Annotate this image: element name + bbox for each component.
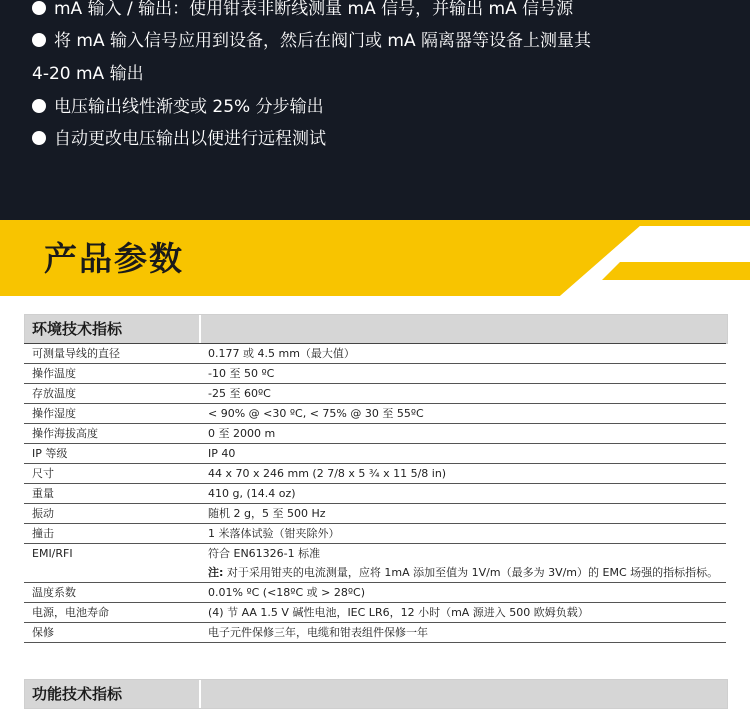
spec-key: 可测量导线的直径 (32, 347, 120, 360)
func-section-title: 功能技术指标 (32, 685, 123, 703)
spec-key: 操作海拔高度 (32, 427, 98, 440)
env-spec-table (24, 343, 726, 643)
env-section-header (24, 314, 728, 344)
spec-key: 操作温度 (32, 367, 76, 380)
spec-value: -10 至 50 ºC (208, 367, 275, 380)
table-row (24, 603, 726, 623)
bullet-icon (32, 33, 46, 47)
env-section-title: 环境技术指标 (32, 320, 123, 338)
spec-value: 随机 2 g，5 至 500 Hz (208, 507, 326, 520)
spec-key: EMI/RFI (32, 547, 73, 560)
spec-value: 符合 EN61326-1 标准 (208, 547, 321, 560)
spec-key: 振动 (32, 507, 54, 520)
feature-item: 电压输出线性渐变或 25% 分步输出 (32, 95, 324, 119)
header-divider (199, 680, 201, 708)
spec-key: 撞击 (32, 527, 54, 540)
spec-value: (4) 节 AA 1.5 V 碱性电池，IEC LR6，12 小时（mA 源进入 500 欧姆负载） (208, 606, 589, 619)
note-label: 注: (208, 566, 224, 579)
table-row (24, 364, 726, 384)
spec-value: IP 40 (208, 447, 236, 460)
spec-value: 1 米落体试验（钳夹除外） (208, 527, 340, 540)
feature-item: 自动更改电压输出以便进行远程测试 (32, 127, 326, 151)
bullet-icon (32, 1, 46, 15)
bullet-icon (32, 131, 46, 145)
table-row (24, 544, 726, 583)
table-row (24, 484, 726, 504)
spec-value: 0.01% ºC (<18ºC 或 > 28ºC) (208, 586, 366, 599)
feature-item-continued: 4-20 mA 输出 (32, 64, 144, 84)
spec-note (208, 563, 718, 582)
table-row (24, 424, 726, 444)
spec-key: IP 等级 (32, 447, 68, 460)
spec-key: 重量 (32, 487, 54, 500)
table-row (24, 524, 726, 544)
spec-key: 操作湿度 (32, 407, 76, 420)
feature-item: mA 输入 / 输出：使用钳表非断线测量 mA 信号，并输出 mA 信号源 (32, 0, 573, 21)
table-row (24, 344, 726, 364)
spec-value: 44 x 70 x 246 mm (2 7/8 x 5 ¾ x 11 5/8 in) (208, 467, 447, 480)
table-row (24, 583, 726, 603)
spec-value: 410 g, (14.4 oz) (208, 487, 296, 500)
table-row (24, 623, 726, 643)
spec-value: -25 至 60ºC (208, 387, 271, 400)
feature-item: 将 mA 输入信号应用到设备，然后在阀门或 mA 隔离器等设备上测量其 (32, 29, 591, 53)
table-row (24, 444, 726, 464)
table-row (24, 384, 726, 404)
table-row (24, 464, 726, 484)
spec-value: 电子元件保修三年，电缆和钳表组件保修一年 (208, 626, 428, 639)
note-text: 对于采用钳夹的电流测量，应将 1mA 添加至值为 1V/m（最多为 3V/m）的 EMC 场强的指标指标。 (223, 566, 719, 579)
banner-title: 产品参数 (44, 239, 184, 278)
bullet-icon (32, 99, 46, 113)
header-divider (199, 315, 201, 343)
spec-value: < 90% @ <30 ºC, < 75% @ 30 至 55ºC (208, 407, 424, 420)
spec-key: 温度系数 (32, 586, 76, 599)
spec-key: 尺寸 (32, 467, 54, 480)
spec-key: 保修 (32, 626, 54, 639)
spec-key: 存放温度 (32, 387, 76, 400)
table-row (24, 504, 726, 524)
func-section-header (24, 679, 728, 709)
spec-key: 电源，电池寿命 (32, 606, 109, 619)
spec-value: 0.177 或 4.5 mm（最大值） (208, 347, 355, 360)
spec-value: 0 至 2000 m (208, 427, 276, 440)
table-row (24, 404, 726, 424)
